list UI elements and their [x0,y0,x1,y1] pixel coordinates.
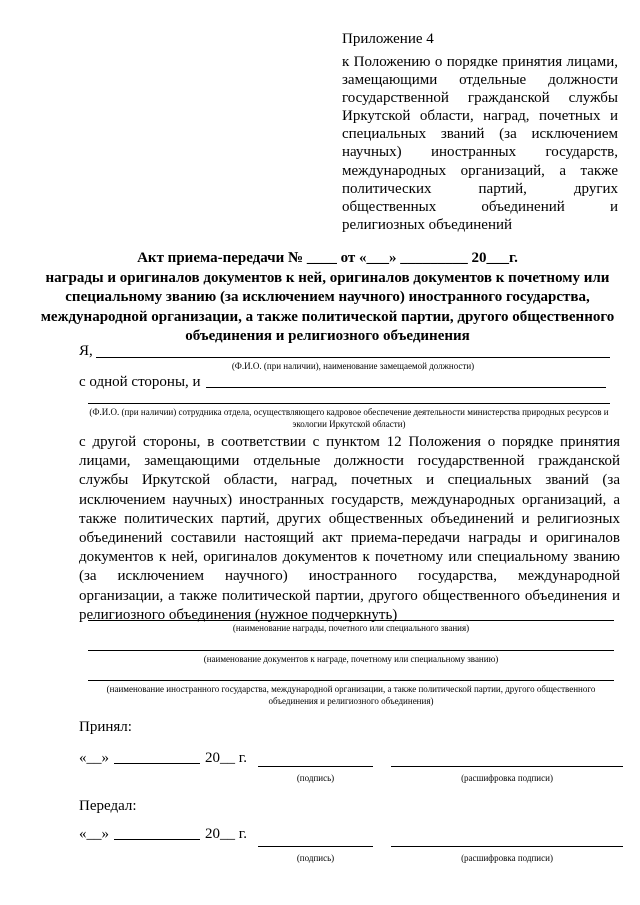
org-line [88,680,614,681]
annex-title: Приложение 4 [342,31,434,47]
handed-signature-line [258,846,373,847]
other-party-line-2 [88,403,610,404]
other-party-line [206,387,606,388]
received-date-day: «__» [79,750,109,766]
act-heading-line1: Акт приема-передачи № ____ от «___» _________ 20___г. [137,250,518,266]
i-caption: (Ф.И.О. (при наличии), наименование замещаемой должности) [231,361,475,371]
handed-signature-caption: (подпись) [296,853,335,863]
award-caption: (наименование награды, почетного или специального звания) [232,623,470,633]
award-line [88,620,614,621]
handed-date-year: 20__ г. [205,826,247,842]
handed-month-line [114,839,200,840]
annex-reference: к Положению о порядке принятия лицами, замещающими отдельные должности государственной гражданской службы Иркутской области, наград, почетных и специальных званий (за исключением научных) иностранных государств, международных организаций, а также политических партий, других общественных объединений и религиозных объединений [342,54,618,233]
received-date-year: 20__ г. [205,750,247,766]
handed-decoding-line [391,846,623,847]
act-heading-subject: награды и оригиналов документов к ней, оригиналов документов к почетному или специальному званию (за исключением научного) иностранного государства, международной организации, а также политической партии, другого общественного объединения и религиозного объединения [40,269,615,344]
handed-decoding-caption: (расшифровка подписи) [461,853,553,863]
received-decoding-line [391,766,623,767]
received-signature-caption: (подпись) [296,773,335,783]
org-caption: (наименование иностранного государства, международной организации, а также политической партии, другого общественного объединения и религиозного объединения) [106,684,596,706]
received-signature-line [258,766,373,767]
received-decoding-caption: (расшифровка подписи) [461,773,553,783]
one-side-label: с одной стороны, и [79,374,201,390]
handed-label: Передал: [79,798,137,814]
received-month-line [114,763,200,764]
handed-date-day: «__» [79,826,109,842]
i-name-line [96,357,610,358]
act-heading [40,249,615,347]
act-paragraph: с другой стороны, в соответствии с пунктом 12 Положения о порядке принятия лицами, замещающими отдельные должности государственной гражданской службы Иркутской области, наград, почетных и специальных званий (за исключением научных) иностранных государств, международных организаций, а также политических партий, других общественных объединений и религиозных объединений составили настоящий акт приема-передачи награды и оригиналов документов к ней, оригиналов документов к почетному или специальному званию (за исключением научного) иностранного государства, международной организации, а также политической партии, другого общественного объединения и религиозного объединения (нужное подчеркнуть) [79,434,620,623]
docs-line [88,650,614,651]
received-label: Принял: [79,719,132,735]
i-label: Я, [79,343,93,359]
other-caption: (Ф.И.О. (при наличии) сотрудника отдела, осуществляющего кадровое обеспечение деятельности министерства природных ресурсов и экологии Иркутской области) [89,407,609,429]
docs-caption: (наименование документов к награде, почетному или специальному званию) [203,654,499,664]
